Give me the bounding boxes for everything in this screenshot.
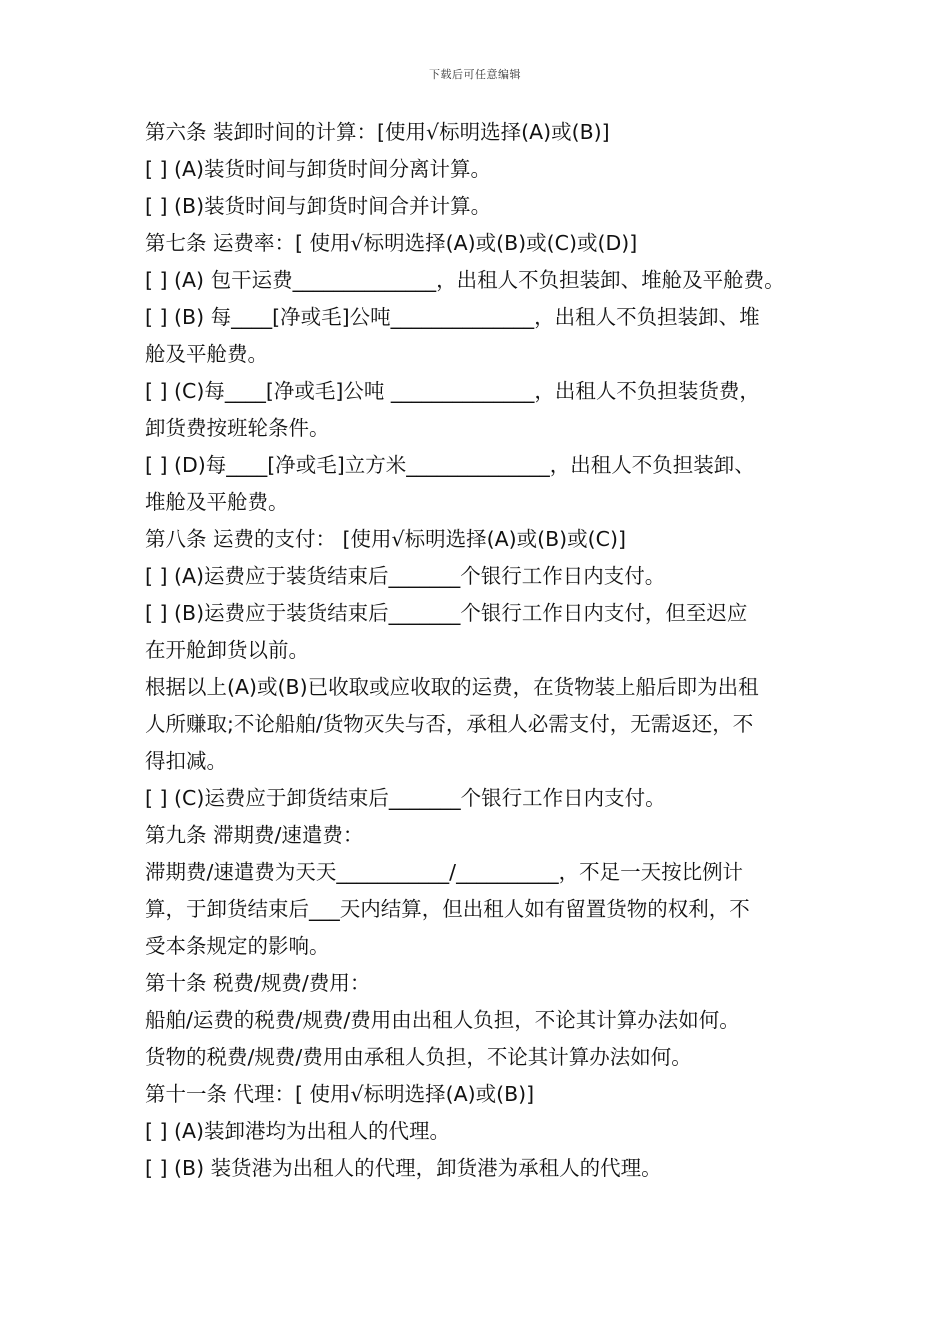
article-8-option-b-cont: 在开舱卸货以前。	[145, 638, 309, 662]
article-7-heading: 第七条 运费率：[ 使用√标明选择(A)或(B)或(C)或(D)]	[145, 231, 638, 255]
article-8-paragraph-line-1: 根据以上(A)或(B)已收取或应收取的运费，在货物装上船后即为出租	[145, 675, 759, 699]
article-6-heading: 第六条 装卸时间的计算：[使用√标明选择(A)或(B)]	[145, 120, 610, 144]
article-9-heading: 第九条 滞期费/速遣费：	[145, 823, 364, 847]
page-header-note: 下载后可任意编辑	[429, 68, 521, 81]
article-10-heading: 第十条 税费/规费/费用：	[145, 971, 371, 995]
article-10-ship-taxes: 船舶/运费的税费/规费/费用由出租人负担，不论其计算办法如何。	[145, 1008, 740, 1032]
article-7-option-d: [ ] (D)每____[净或毛]立方米______________，出租人不负担装卸、	[145, 453, 755, 477]
article-6-option-b: [ ] (B)装货时间与卸货时间合并计算。	[145, 194, 492, 218]
document-body	[145, 114, 825, 1187]
article-8-option-a: [ ] (A)运费应于装货结束后_______个银行工作日内支付。	[145, 564, 666, 588]
article-9-paragraph-line-1: 滞期费/速遣费为天天___________/__________，不足一天按比例计	[145, 860, 744, 884]
article-7-option-d-cont: 堆舱及平舱费。	[145, 490, 289, 514]
article-9-paragraph-line-3: 受本条规定的影响。	[145, 934, 330, 958]
article-6-option-a: [ ] (A)装货时间与卸货时间分离计算。	[145, 157, 492, 181]
article-8-option-b: [ ] (B)运费应于装货结束后_______个银行工作日内支付，但至迟应	[145, 601, 748, 625]
article-11-option-b: [ ] (B) 装货港为出租人的代理，卸货港为承租人的代理。	[145, 1156, 662, 1180]
article-8-option-c: [ ] (C)运费应于卸货结束后_______个银行工作日内支付。	[145, 786, 666, 810]
article-9-paragraph-line-2: 算，于卸货结束后___天内结算，但出租人如有留置货物的权利，不	[145, 897, 750, 921]
article-7-option-c-cont: 卸货费按班轮条件。	[145, 416, 330, 440]
article-7-option-b: [ ] (B) 每____[净或毛]公吨______________，出租人不负担装卸、堆	[145, 305, 760, 329]
article-7-option-c: [ ] (C)每____[净或毛]公吨 ______________，出租人不负担装货费，	[145, 379, 760, 403]
article-8-paragraph-line-2: 人所赚取;不论船舶/货物灭失与否，承租人必需支付，无需返还，不	[145, 712, 754, 736]
article-11-heading: 第十一条 代理：[ 使用√标明选择(A)或(B)]	[145, 1082, 535, 1106]
article-11-option-a: [ ] (A)装卸港均为出租人的代理。	[145, 1119, 451, 1143]
article-10-cargo-taxes: 货物的税费/规费/费用由承租人负担，不论其计算办法如何。	[145, 1045, 692, 1069]
article-7-option-a: [ ] (A) 包干运费______________，出租人不负担装卸、堆舱及平舱费。	[145, 268, 785, 292]
article-7-option-b-cont: 舱及平舱费。	[145, 342, 268, 366]
article-8-paragraph-line-3: 得扣减。	[145, 749, 227, 773]
article-8-heading: 第八条 运费的支付： [使用√标明选择(A)或(B)或(C)]	[145, 527, 626, 551]
